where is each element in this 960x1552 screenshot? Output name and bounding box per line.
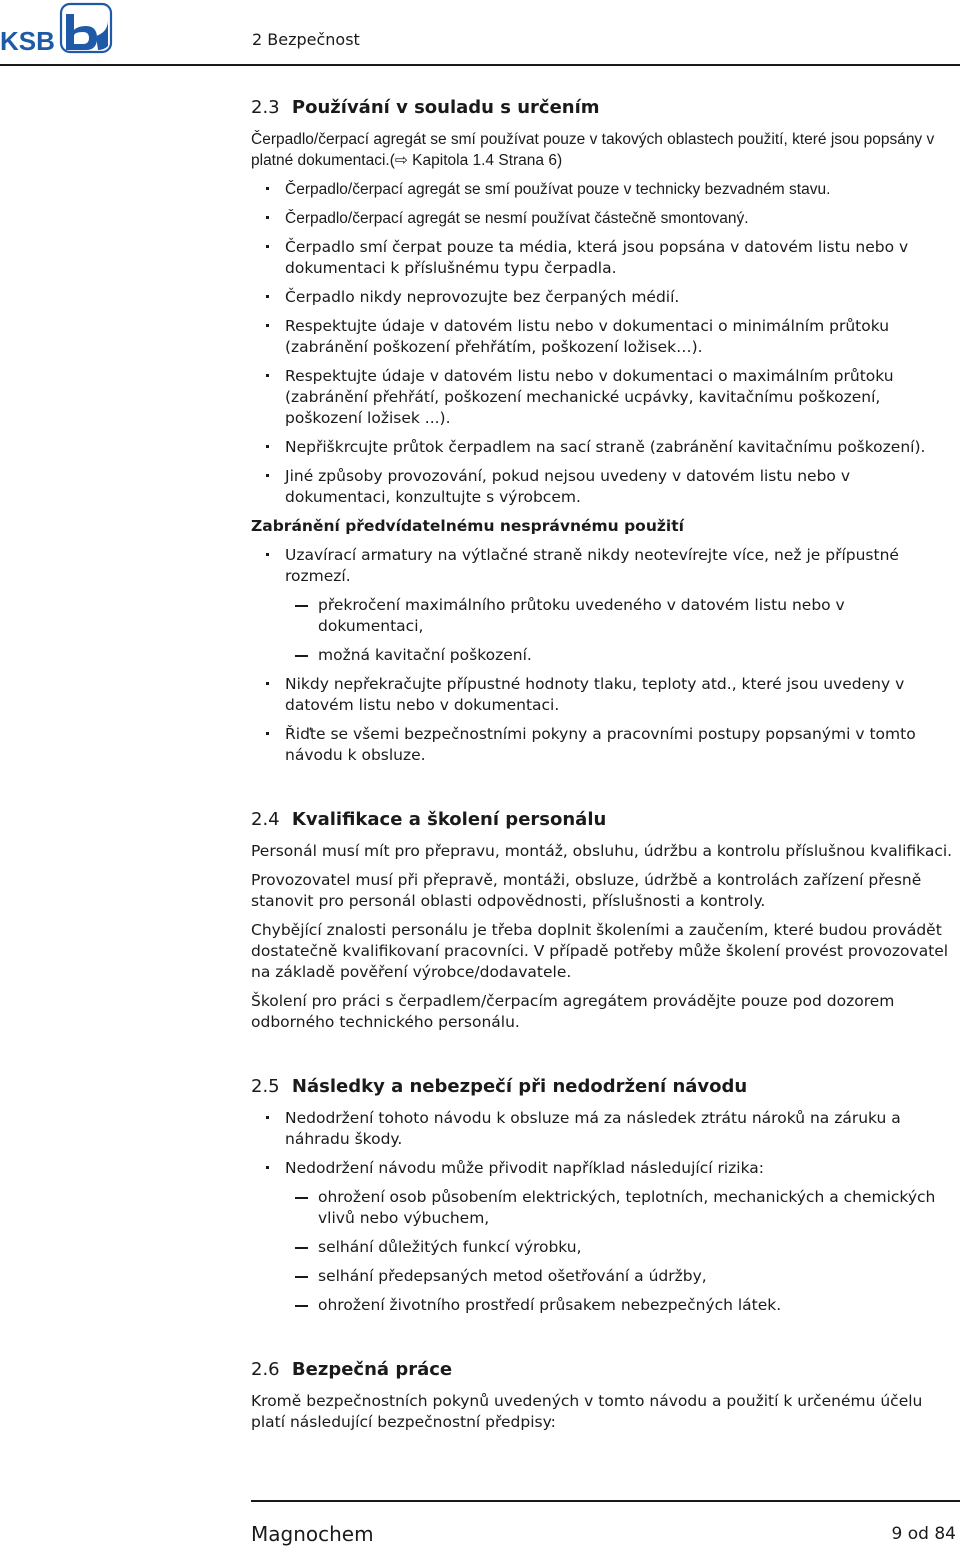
usage-bullet-list	[251, 179, 955, 508]
section-title: Bezpečná práce	[291, 1359, 453, 1380]
page-header	[0, 0, 960, 66]
list-item-text: Nedodržení návodu může přivodit například následující rizika:	[285, 1159, 765, 1177]
list-item: Čerpadlo smí čerpat pouze ta média, která jsou popsána v datovém listu nebo v dokumentaci k příslušnému typu čerpadla.	[251, 237, 955, 279]
header-rule	[0, 64, 960, 66]
header-section-title: 2 Bezpečnost	[252, 30, 360, 49]
paragraph: Personál musí mít pro přepravu, montáž, obsluhu, údržbu a kontrolu příslušnou kvalifikaci.	[251, 842, 953, 860]
paragraph: Chybějící znalosti personálu je třeba doplnit školeními a zaučením, které budou provádět dostatečně kvalifikovaní pracovníci. V případě potřeby může školení provést provozovatel na základě pověření výrobce/dodavatele.	[251, 921, 949, 981]
logo-text: KSB	[0, 26, 55, 54]
section-heading-2-3	[251, 96, 955, 120]
misuse-subheading: Zabránění předvídatelnému nesprávnému použití	[251, 517, 684, 535]
dash-item: ohrožení osob působením elektrických, teplotních, mechanických a chemických vlivů nebo výbuchem,	[285, 1187, 955, 1229]
list-item: Nedodržení tohoto návodu k obsluze má za následek ztrátu nároků na záruku a náhradu škody.	[251, 1108, 955, 1150]
section-title: Kvalifikace a školení personálu	[291, 809, 607, 830]
paragraph: Provozovatel musí při přepravě, montáži, obsluze, údržbě a kontrolách zařízení přesně stanovit pro personál oblasti odpovědnosti, příslušnosti a kontroly.	[251, 871, 922, 910]
paragraph: Kromě bezpečnostních pokynů uvedených v tomto návodu a použití k určenému účelu platí následující bezpečnostní předpisy:	[251, 1392, 923, 1431]
footer-product-name: Magnochem	[251, 1522, 374, 1546]
list-item: Respektujte údaje v datovém listu nebo v dokumentaci o minimálním průtoku (zabránění poškození přehřátím, poškození ložisek…).	[251, 316, 955, 358]
section-heading-2-6	[251, 1358, 955, 1382]
list-item: Respektujte údaje v datovém listu nebo v dokumentaci o maximálním průtoku (zabránění přehřátí, poškození mechanické ucpávky, kavitačnímu poškození, poškození ložisek ...).	[251, 366, 955, 429]
misuse-bullet-list	[251, 545, 955, 766]
list-item: Nepřiškrcujte průtok čerpadlem na sací straně (zabránění kavitačnímu poškození).	[251, 437, 955, 458]
section-number: 2.6	[251, 1359, 280, 1380]
list-item-text: Uzavírací armatury na výtlačné straně nikdy neotevírejte více, než je přípustné rozmezí.	[285, 546, 899, 585]
section-number: 2.3	[251, 97, 280, 118]
list-item: Čerpadlo nikdy neprovozujte bez čerpaných médií.	[251, 287, 955, 308]
section-number: 2.4	[251, 809, 280, 830]
section-heading-2-4	[251, 808, 955, 832]
consequences-bullet-list	[251, 1108, 955, 1316]
list-item: Jiné způsoby provozování, pokud nejsou uvedeny v datovém listu nebo v dokumentaci, konzultujte s výrobcem.	[251, 466, 955, 508]
section-number: 2.5	[251, 1076, 280, 1097]
list-item: Řiďte se všemi bezpečnostními pokyny a pracovními postupy popsanými v tomto návodu k obsluze.	[251, 724, 955, 766]
list-item: Čerpadlo/čerpací agregát se nesmí používat částečně smontovaný.	[251, 208, 955, 229]
section-spacer	[251, 1041, 955, 1075]
dash-item: selhání důležitých funkcí výrobku,	[285, 1237, 955, 1258]
list-item	[251, 545, 955, 666]
section-heading-2-5	[251, 1075, 955, 1099]
list-item	[251, 1158, 955, 1316]
section-spacer	[251, 774, 955, 808]
intro-paragraph: Čerpadlo/čerpací agregát se smí používat pouze v takových oblastech použití, které jsou popsány v platné dokumentaci.(⇨ Kapitola 1.4 Strana 6)	[251, 131, 935, 169]
paragraph: Školení pro práci s čerpadlem/čerpacím agregátem provádějte pouze pod dozorem odborného technického personálu.	[251, 992, 895, 1031]
dash-item: selhání předepsaných metod ošetřování a údržby,	[285, 1266, 955, 1287]
section-spacer	[251, 1324, 955, 1358]
page-content	[251, 96, 955, 1441]
dash-item: možná kavitační poškození.	[285, 645, 955, 666]
dash-list	[285, 1187, 955, 1316]
list-item: Čerpadlo/čerpací agregát se smí používat pouze v technicky bezvadném stavu.	[251, 179, 955, 200]
ksb-logo	[0, 2, 114, 54]
dash-list	[285, 595, 955, 666]
footer-rule	[251, 1500, 960, 1502]
footer-page-number: 9 od 84	[891, 1524, 956, 1544]
dash-item: překročení maximálního průtoku uvedeného v datovém listu nebo v dokumentaci,	[285, 595, 955, 637]
section-title: Následky a nebezpečí při nedodržení návodu	[291, 1076, 748, 1097]
list-item: Nikdy nepřekračujte přípustné hodnoty tlaku, teploty atd., které jsou uvedeny v datovém listu nebo v dokumentaci.	[251, 674, 955, 716]
section-title: Používání v souladu s určením	[291, 97, 600, 118]
dash-item: ohrožení životního prostředí průsakem nebezpečných látek.	[285, 1295, 955, 1316]
